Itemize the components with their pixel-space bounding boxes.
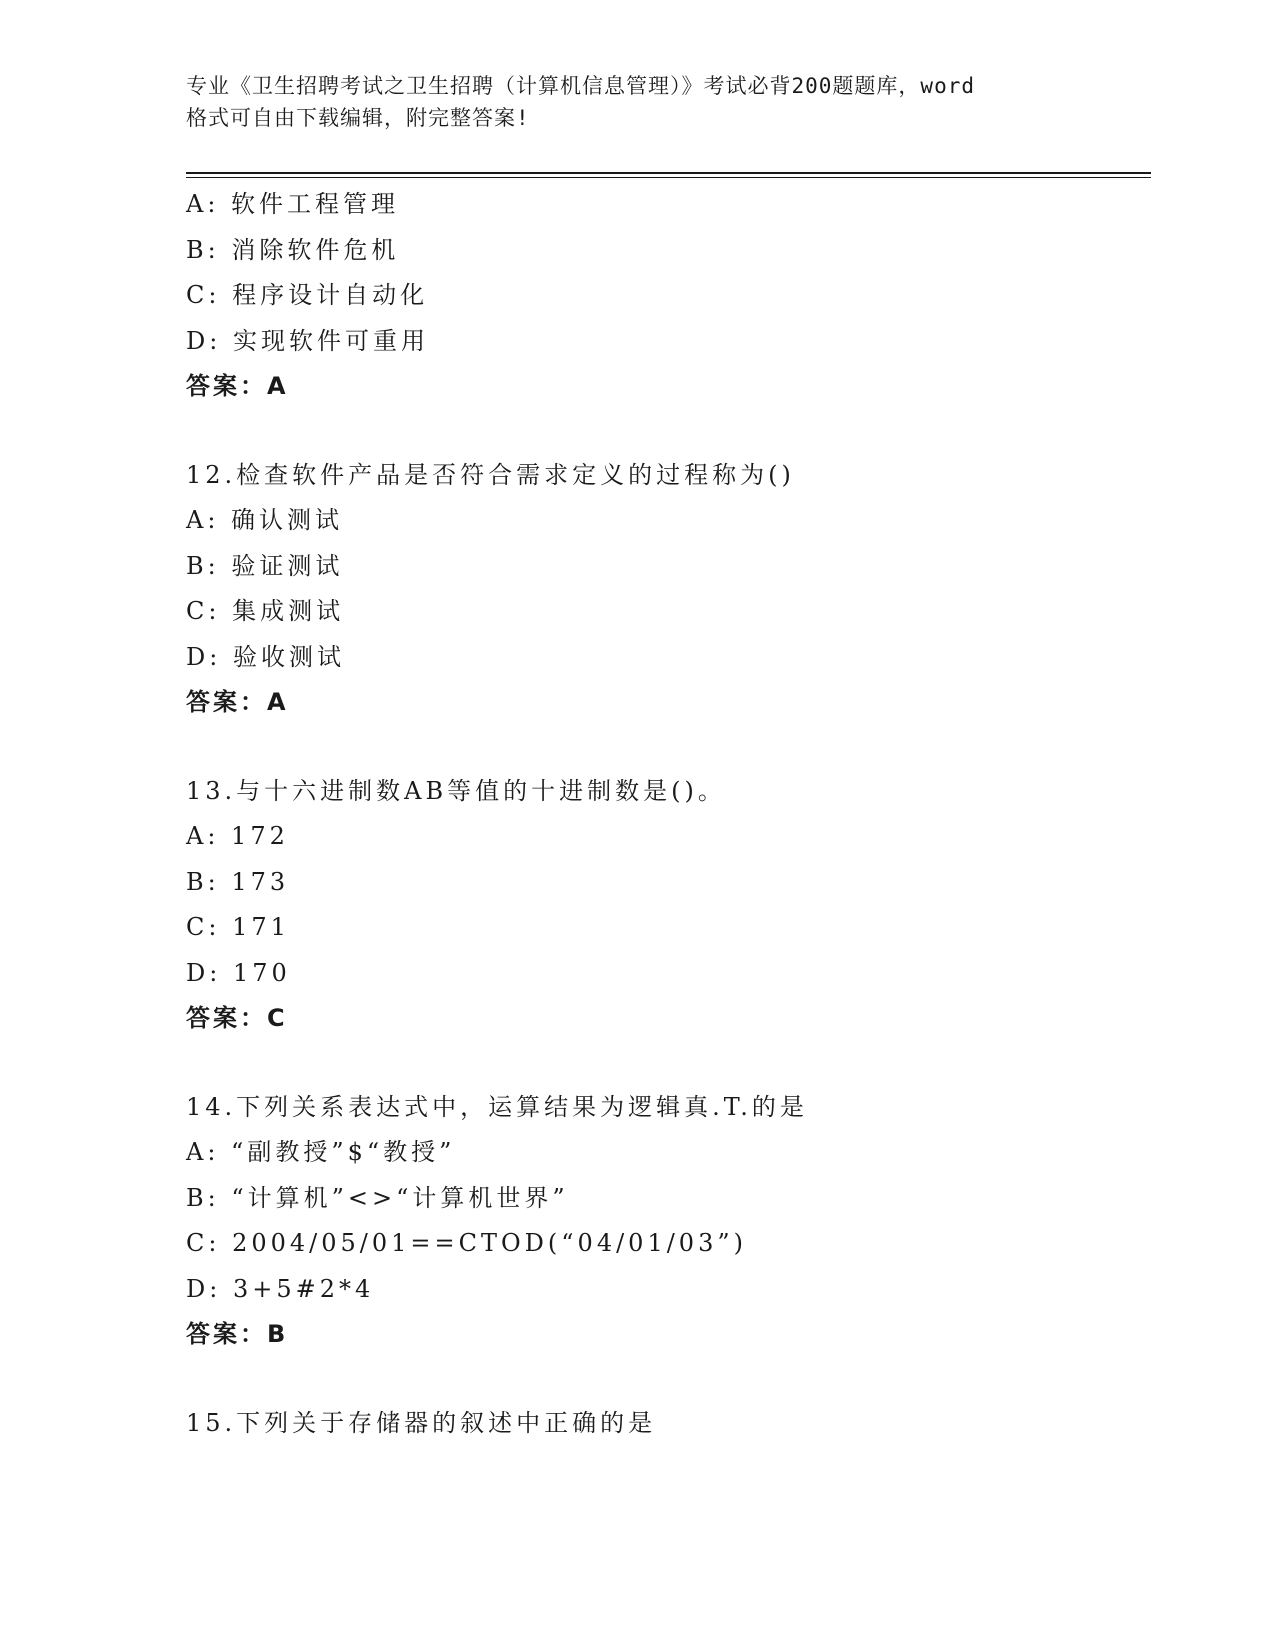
question-stem: 15.下列关于存储器的叙述中正确的是: [186, 1408, 657, 1437]
option-b: B: “计算机”<>“计算机世界”: [186, 1183, 569, 1212]
header-line-2: 格式可自由下载编辑，附完整答案!: [186, 106, 530, 130]
answer: 答案：B: [186, 1320, 289, 1348]
option-a: A: 确认测试: [186, 506, 344, 534]
answer: 答案：A: [186, 372, 289, 400]
option-a: A: “副教授”$“教授”: [186, 1138, 456, 1166]
option-c: C: 171: [186, 913, 290, 941]
option-d: D: 实现软件可重用: [186, 326, 429, 355]
option-d: D: 验收测试: [186, 642, 345, 671]
question-11-continued: [186, 182, 1151, 410]
question-12: [186, 453, 1151, 726]
option-a: A: 软件工程管理: [186, 190, 400, 218]
option-c: C: 2004/05/01==CTOD(“04/01/03”): [186, 1229, 747, 1257]
option-d: D: 3+5#2*4: [186, 1274, 375, 1303]
answer: 答案：A: [186, 688, 289, 716]
question-stem: 12.检查软件产品是否符合需求定义的过程称为(): [186, 460, 795, 489]
question-stem: 13.与十六进制数AB等值的十进制数是()。: [186, 776, 726, 805]
question-13: [186, 769, 1151, 1042]
question-15: [186, 1401, 1151, 1447]
document-header: [186, 70, 1151, 134]
option-b: B: 消除软件危机: [186, 235, 400, 264]
document-page: [186, 70, 1151, 1446]
header-line-1: 专业《卫生招聘考试之卫生招聘（计算机信息管理）》考试必背200题题库，word: [186, 74, 975, 98]
option-c: C: 程序设计自动化: [186, 281, 429, 309]
answer: 答案：C: [186, 1004, 288, 1032]
divider-thin: [186, 177, 1151, 178]
option-b: B: 验证测试: [186, 551, 344, 580]
question-14: [186, 1085, 1151, 1358]
question-stem: 14.下列关系表达式中，运算结果为逻辑真.T.的是: [186, 1092, 808, 1121]
divider-thick: [186, 172, 1151, 174]
option-d: D: 170: [186, 958, 291, 987]
option-c: C: 集成测试: [186, 597, 345, 625]
option-a: A: 172: [186, 822, 289, 850]
header-divider: [186, 172, 1151, 178]
option-b: B: 173: [186, 867, 290, 896]
